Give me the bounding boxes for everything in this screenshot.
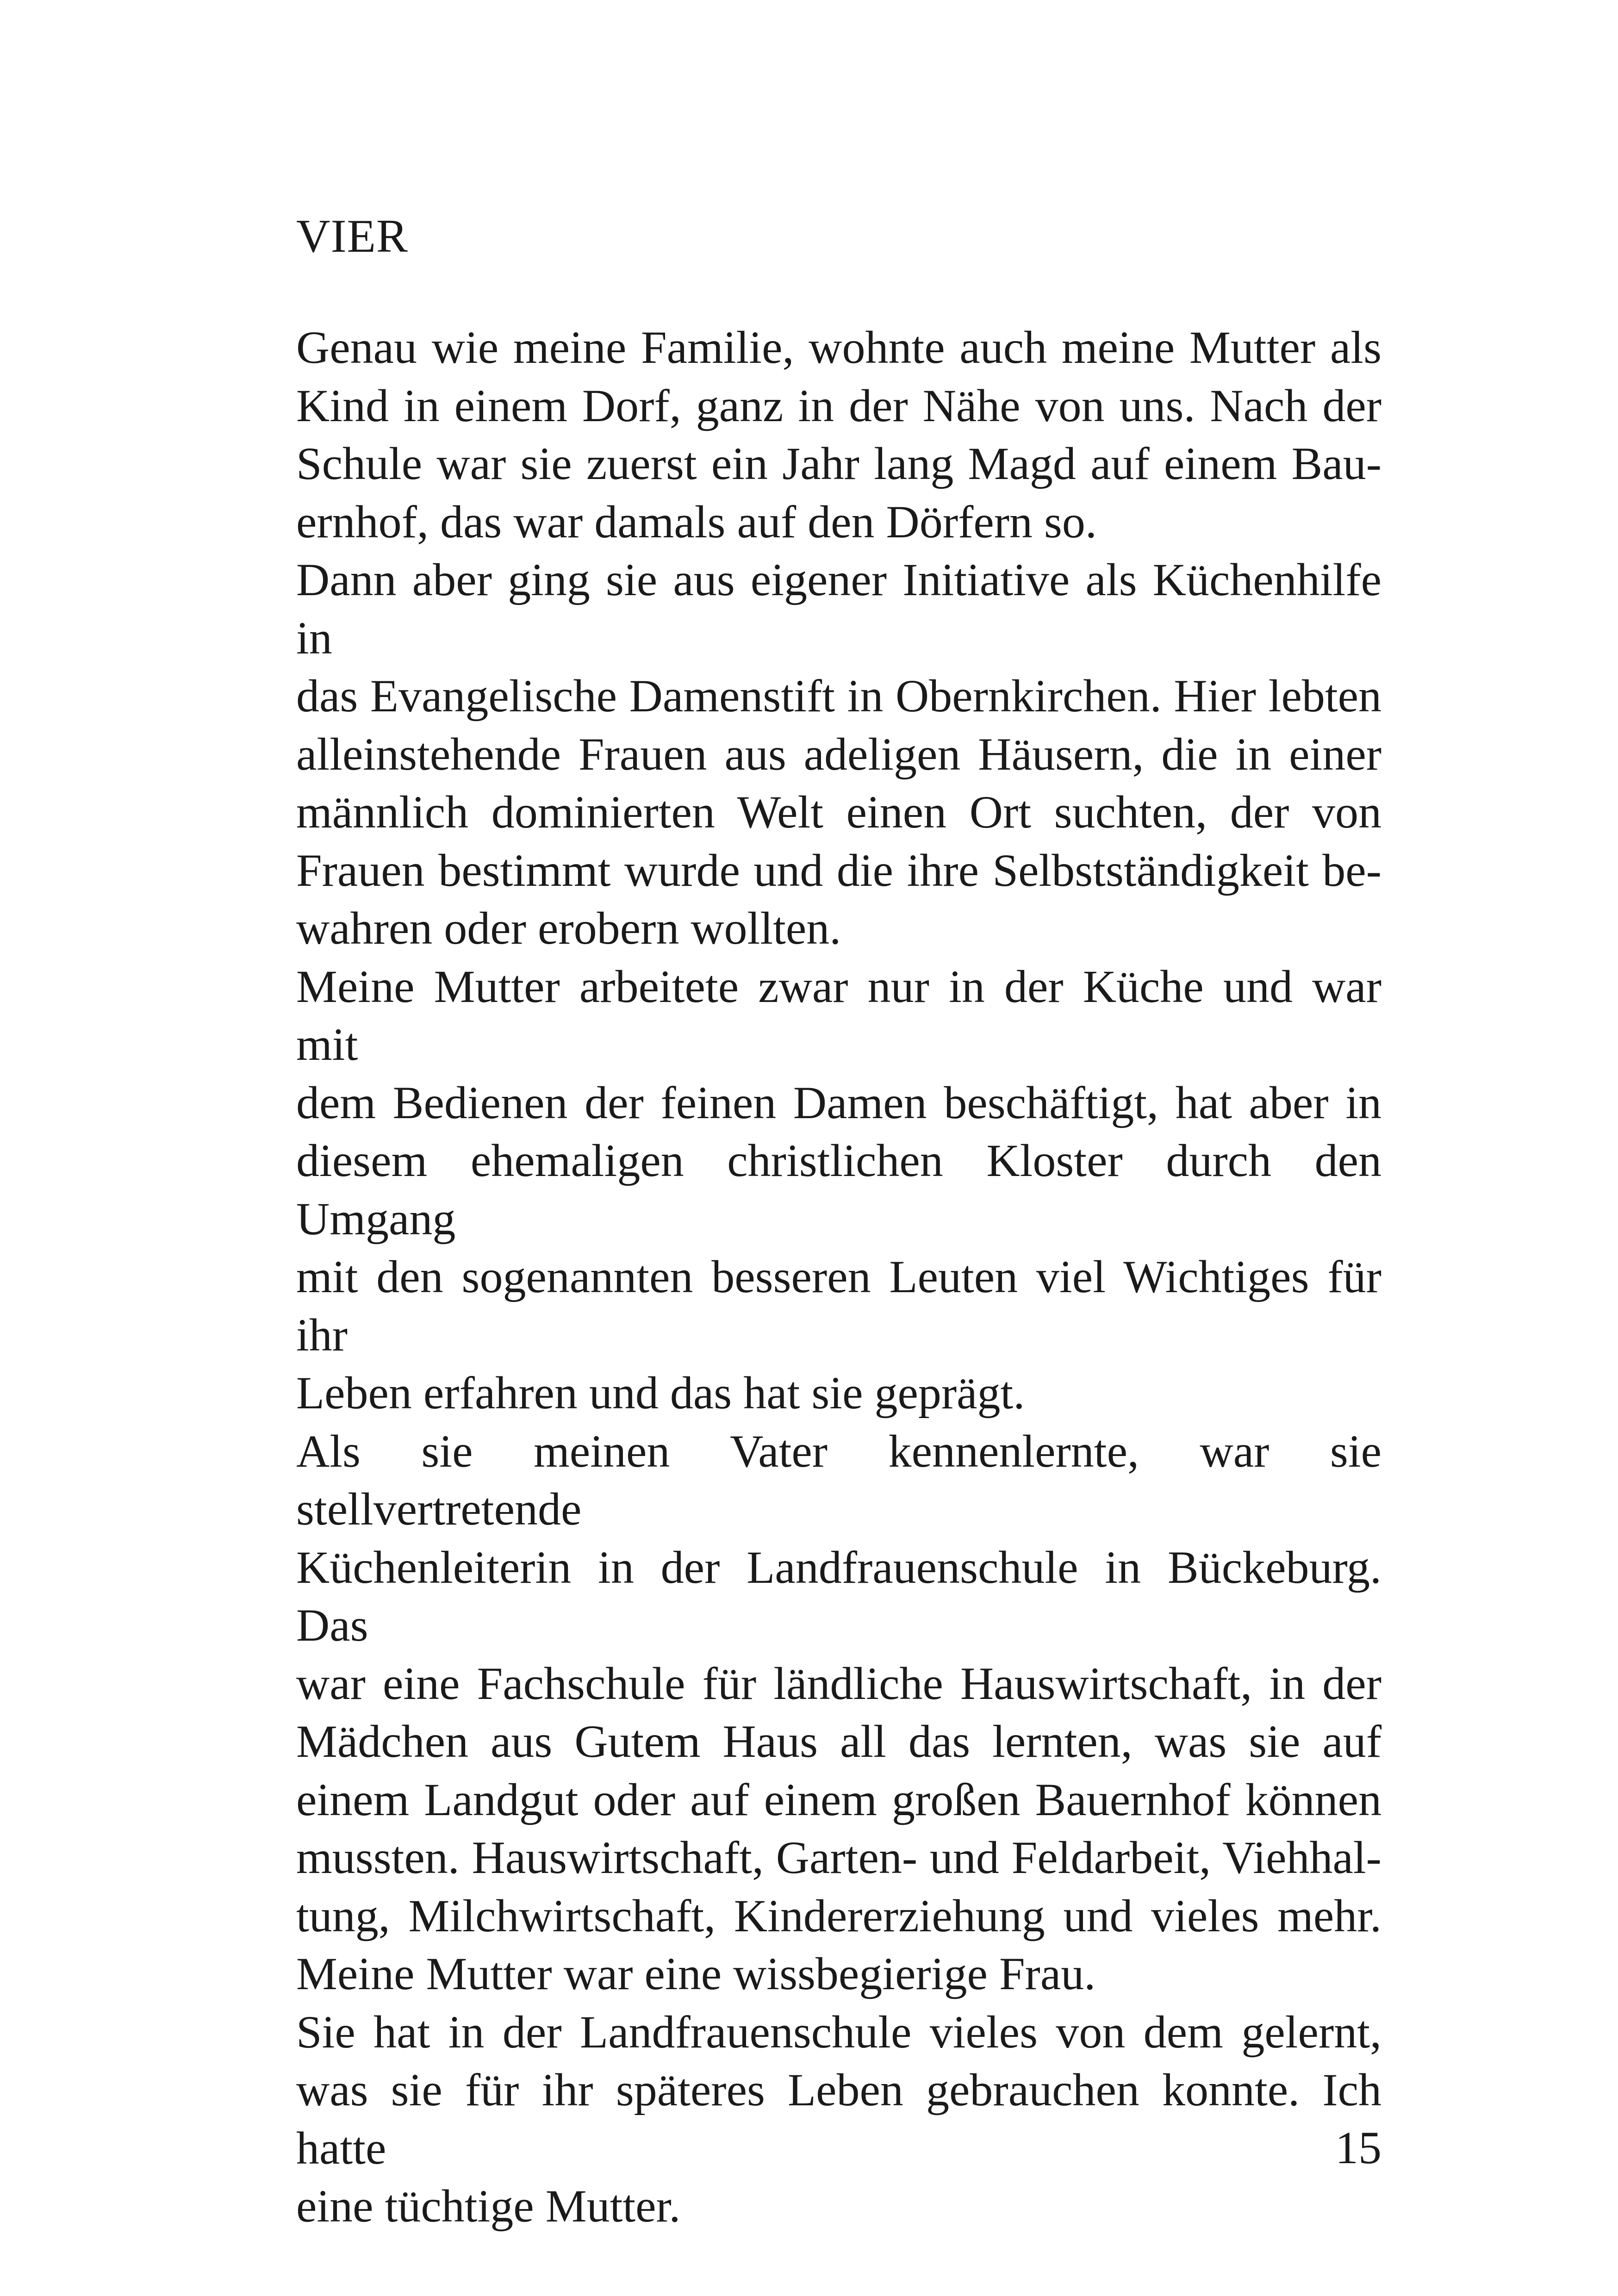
paragraph — [296, 958, 1382, 1422]
text-line: ernhof, das war damals auf den Dörfern so. — [296, 496, 1097, 548]
text-line: das Evangelische Damenstift in Obernkirchen. Hier lebten — [296, 670, 1382, 722]
text-block — [296, 318, 1382, 2235]
text-line: Kind in einem Dorf, ganz in der Nähe von uns. Nach der — [296, 380, 1382, 431]
text-line: Dann aber ging sie aus eigener Initiative als Küchenhilfe in — [296, 554, 1382, 664]
text-line: alleinstehende Frauen aus adeligen Häusern, die in einer — [296, 728, 1382, 780]
paragraph — [296, 318, 1382, 551]
text-line: Genau wie meine Familie, wohnte auch meine Mutter als — [296, 322, 1382, 373]
text-line: mussten. Hauswirtschaft, Garten- und Feldarbeit, Viehhal- — [296, 1832, 1382, 1883]
text-line: Meine Mutter war eine wissbegierige Frau. — [296, 1948, 1096, 1999]
paragraph — [296, 551, 1382, 958]
chapter-heading: VIER — [296, 210, 408, 262]
text-line: tung, Milchwirtschaft, Kindererziehung und vieles mehr. — [296, 1890, 1382, 1941]
text-line: männlich dominierten Welt einen Ort suchten, der von — [296, 786, 1382, 838]
text-line: Küchenleiterin in der Landfrauenschule in Bückeburg. Das — [296, 1541, 1382, 1651]
text-line: diesem ehemaligen christlichen Kloster durch den Umgang — [296, 1135, 1382, 1244]
text-line: mit den sogenannten besseren Leuten viel Wichtiges für ihr — [296, 1251, 1382, 1361]
text-line: war eine Fachschule für ländliche Hauswirtschaft, in der — [296, 1657, 1382, 1709]
text-line: Meine Mutter arbeitete zwar nur in der Küche und war mit — [296, 960, 1382, 1070]
text-line: was sie für ihr späteres Leben gebrauchen konnte. Ich hatte — [296, 2064, 1382, 2174]
paragraph — [296, 1422, 1382, 2003]
page-number: 15 — [1335, 2122, 1382, 2173]
text-line: wahren oder erobern wollten. — [296, 902, 841, 954]
text-line: Leben erfahren und das hat sie geprägt. — [296, 1367, 1025, 1419]
text-line: Mädchen aus Gutem Haus all das lernten, was sie auf — [296, 1716, 1382, 1767]
text-line: Als sie meinen Vater kennenlernte, war sie stellvertretende — [296, 1425, 1382, 1535]
text-line: dem Bedienen der feinen Damen beschäftigt, hat aber in — [296, 1076, 1382, 1128]
text-line: Sie hat in der Landfrauenschule vieles von dem gelernt, — [296, 2006, 1382, 2058]
text-line: Schule war sie zuerst ein Jahr lang Magd auf einem Bau- — [296, 438, 1382, 489]
text-line: eine tüchtige Mutter. — [296, 2180, 681, 2232]
text-line: einem Landgut oder auf einem großen Bauernhof können — [296, 1773, 1382, 1825]
text-line: Frauen bestimmt wurde und die ihre Selbstständigkeit be- — [296, 844, 1382, 896]
